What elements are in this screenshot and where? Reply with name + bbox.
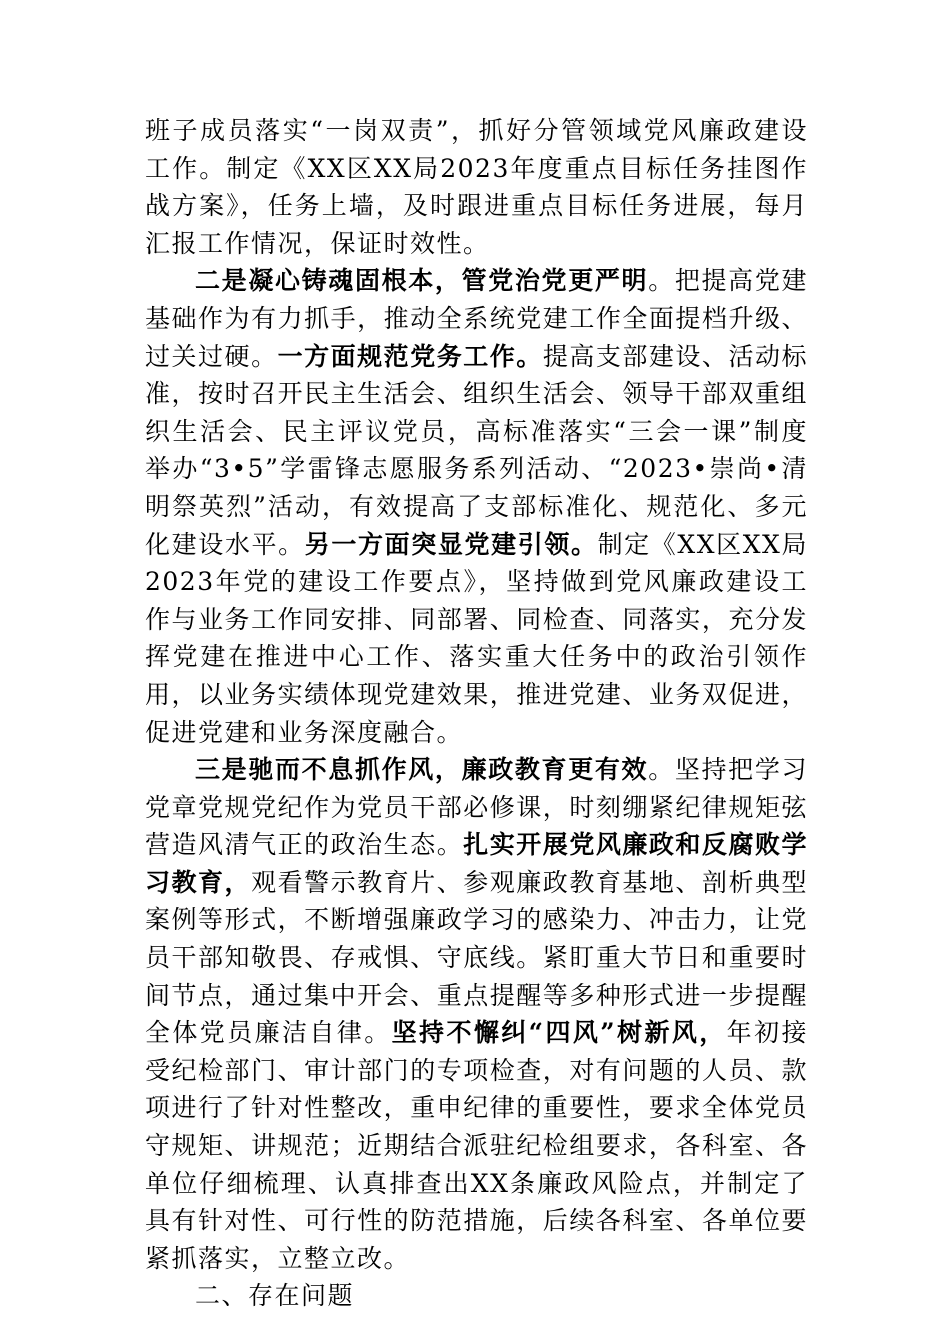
- paragraph-3-text-1: 。坚持把学习党章党规党纪作为党员干部必修课，时刻绷紧纪律规矩弦营造风清气正的政治生态。: [145, 755, 808, 860]
- paragraph-2-heading: 二是凝心铸魂固根本，管党治党更严明: [195, 266, 649, 296]
- paragraph-3-heading: 三是驰而不息抓作风，廉政教育更有效: [195, 755, 649, 785]
- section-heading: 二、存在问题: [195, 1281, 355, 1311]
- paragraph-2-text-2: 提高支部建设、活动标准，按时召开民主生活会、组织生活会、领导干部双重组织生活会、民主评议党员，高标准落实“三会一课”制度举办“3•5”学雷锋志愿服务系列活动、“2023•崇尚•清明祭英烈”活动，有效提高了支部标准化、规范化、多元化建设水平。: [145, 341, 808, 559]
- paragraph-2-bold-3: 另一方面突显党建引领。: [304, 529, 598, 559]
- paragraph-3-bold-3: 坚持不懈纠“四风”树新风，: [391, 1018, 727, 1048]
- paragraph-3-bold-2: 扎实开展党风廉政和反腐败学习教育，: [145, 830, 808, 897]
- document-page: [145, 112, 808, 1315]
- paragraph-3-text-3: 年初接受纪检部门、审计部门的专项检查，对有问题的人员、款项进行了针对性整改，重申纪律的重要性，要求全体党员守规矩、讲规范；近期结合派驻纪检组要求，各科室、各单位仔细梳理、认真排查出XX条廉政风险点，并制定了具有针对性、可行性的防范措施，后续各科室、各单位要紧抓落实，立整立改。: [145, 1018, 808, 1273]
- paragraph-2-bold-2: 一方面规范党务工作。: [277, 341, 543, 371]
- paragraph-2-text-3: 制定《XX区XX局2023年党的建设工作要点》，坚持做到党风廉政建设工作与业务工作同安排、同部署、同检查、同落实，充分发挥党建在推进中心工作、落实重大任务中的政治引领作用，以业务实绩体现党建效果，推进党建、业务双促进，促进党建和业务深度融合。: [145, 529, 808, 747]
- paragraph-3: [145, 751, 808, 1277]
- paragraph-2: [145, 262, 808, 751]
- paragraph-3-text-2: 观看警示教育片、参观廉政教育基地、剖析典型案例等形式，不断增强廉政学习的感染力、冲击力，让党员干部知敬畏、存戒惧、守底线。紧盯重大节日和重要时间节点，通过集中开会、重点提醒等多种形式进一步提醒全体党员廉洁自律。: [145, 867, 808, 1048]
- paragraph-1-text: 班子成员落实“一岗双责”，抓好分管领域党风廉政建设工作。制定《XX区XX局2023年度重点目标任务挂图作战方案》，任务上墙，及时跟进重点目标任务进展，每月汇报工作情况，保证时效性。: [145, 116, 808, 258]
- paragraph-2-text-1: 。把提高党建基础作为有力抓手，推动全系统党建工作全面提档升级、过关过硬。: [145, 266, 808, 371]
- paragraph-1: [145, 112, 808, 262]
